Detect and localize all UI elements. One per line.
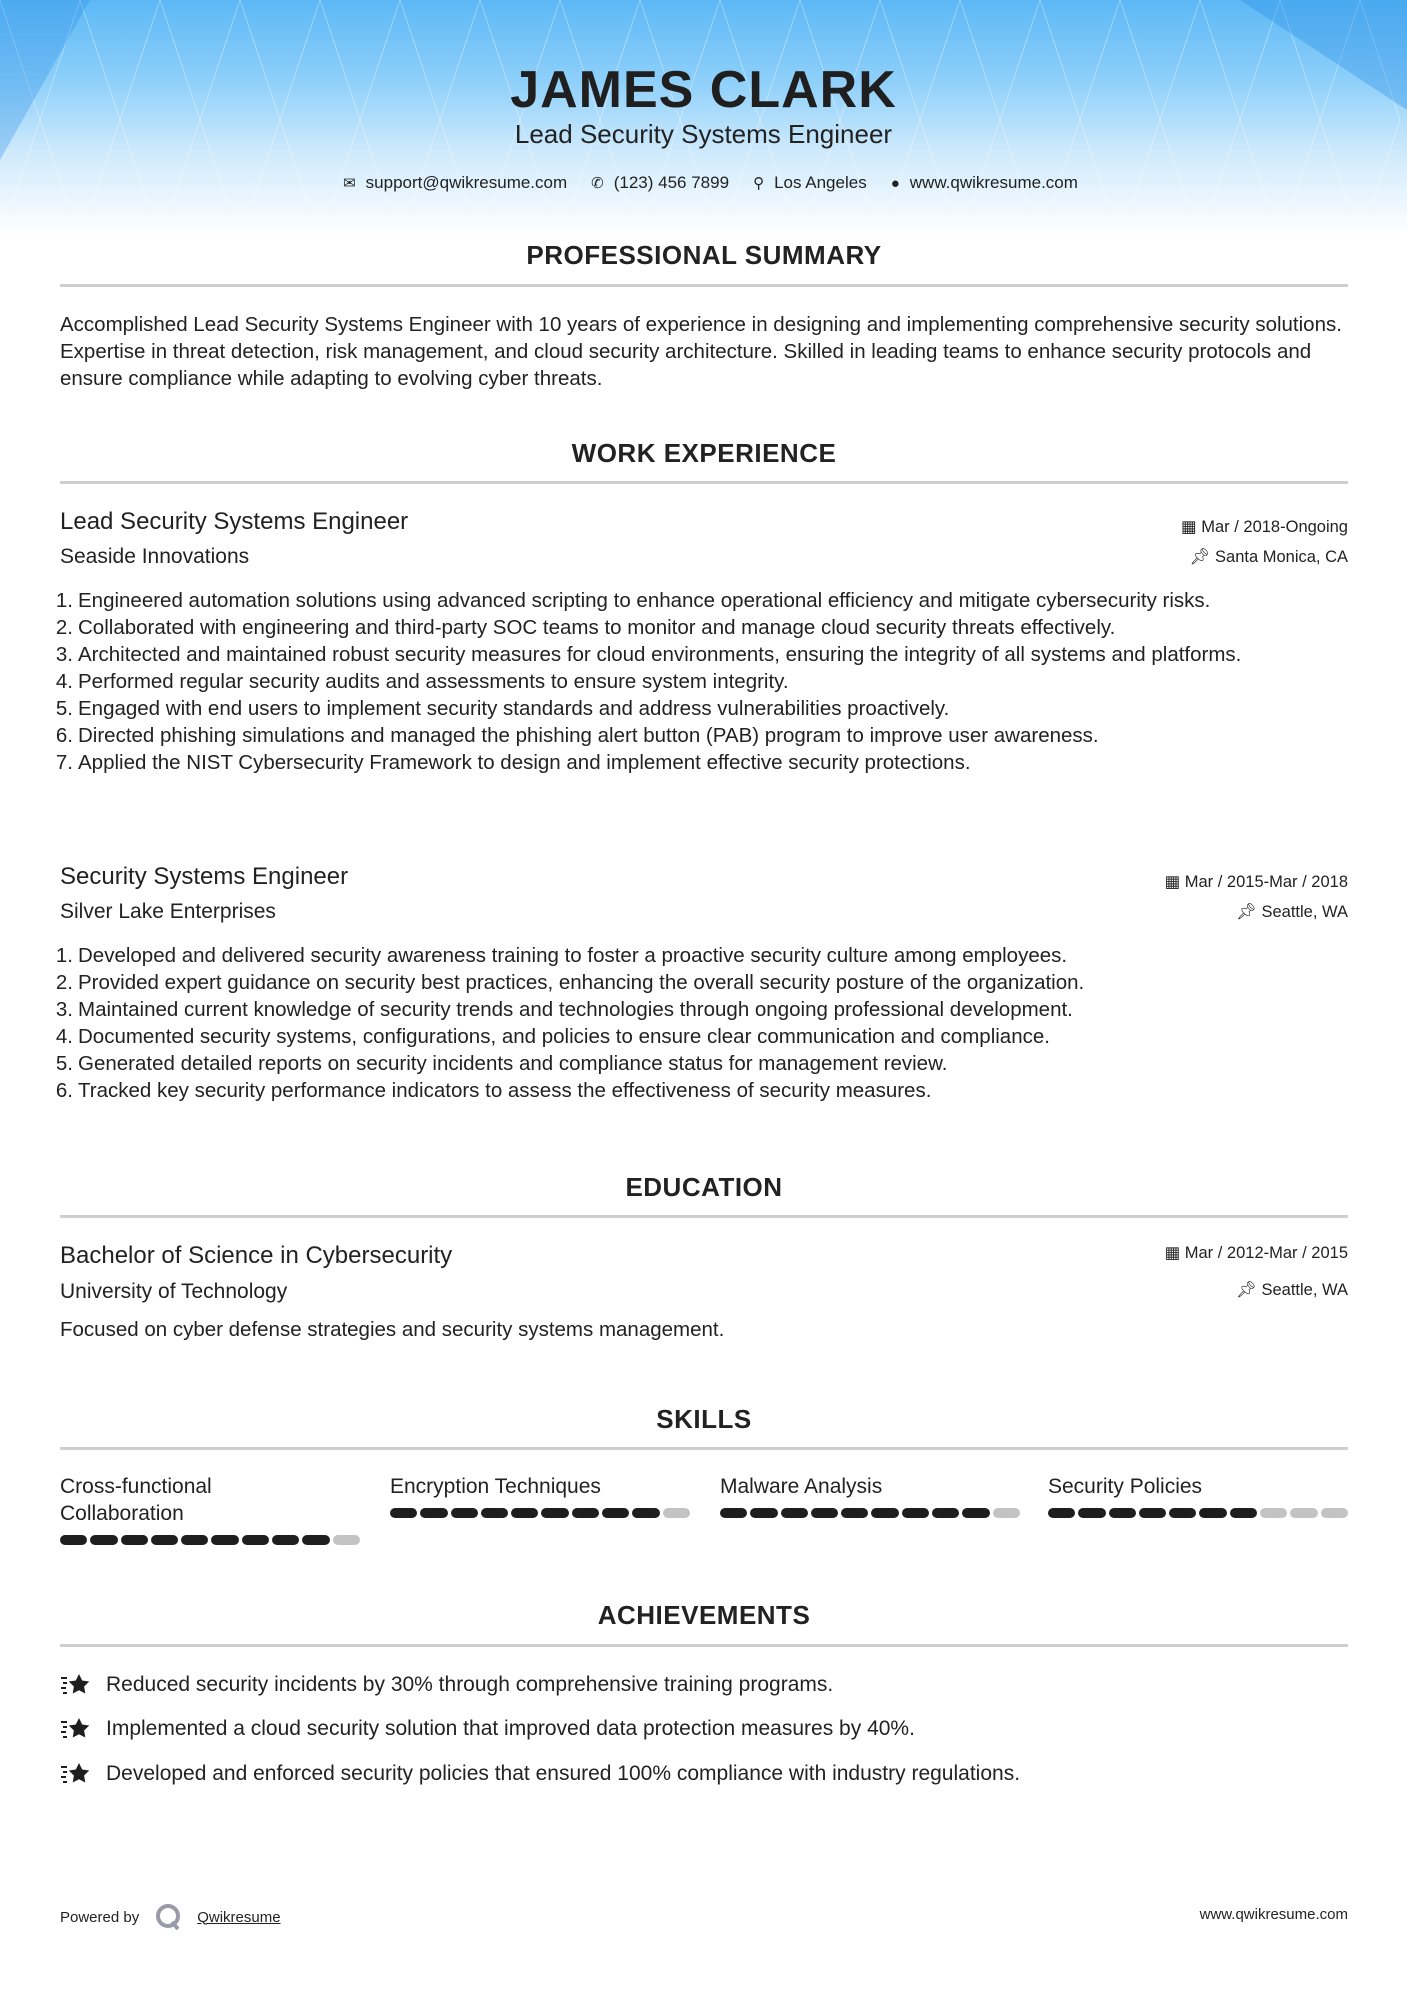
job-dates (1181, 517, 1348, 537)
skill-segment-filled (572, 1508, 599, 1518)
skill-segment-filled (1199, 1508, 1226, 1518)
job-location-text: Seattle, WA (1261, 903, 1348, 921)
skill-name: Encryption Techniques (390, 1475, 601, 1498)
skill-segment-filled (962, 1508, 989, 1518)
contact-phone: (123) 456 7899 (613, 173, 730, 192)
skill-item (720, 1473, 1020, 1518)
list-item: 6. Tracked key security performance indicators to assess the effectiveness of security measures. (55, 1079, 932, 1102)
job-bullets (52, 587, 1352, 776)
skill-segment-filled (272, 1535, 299, 1545)
summary-text: Accomplished Lead Security Systems Engineer with 10 years of experience in designing and implementing comprehensive security solutions. Expertise in threat detection, risk management, and cloud security architecture. Skilled in leading teams to enhance security protocols and ensure compliance while adapting to evolving cyber threats. (60, 313, 1342, 390)
section-heading-achievements: ACHIEVEMENTS (597, 1600, 811, 1630)
skill-segment-filled (1139, 1508, 1166, 1518)
contact-location: Los Angeles (774, 173, 867, 192)
achievement-text: Developed and enforced security policies that ensured 100% compliance with industry regulations. (106, 1762, 1021, 1785)
skill-level-bar (1048, 1508, 1348, 1518)
skill-segment-empty (1290, 1508, 1317, 1518)
section-heading-skills: SKILLS (656, 1404, 752, 1434)
skill-segment-filled (60, 1535, 87, 1545)
job-location-text: Santa Monica, CA (1215, 548, 1348, 566)
contact-website[interactable]: www.qwikresume.com (909, 173, 1078, 192)
list-item: 5. Generated detailed reports on security incidents and compliance status for management review. (55, 1052, 948, 1075)
divider (60, 481, 1348, 484)
skill-segment-filled (211, 1535, 238, 1545)
skill-segment-filled (781, 1508, 808, 1518)
list-item: 2. Collaborated with engineering and third-party SOC teams to monitor and manage cloud security threats effectively. (55, 616, 1116, 639)
skill-segment-filled (720, 1508, 747, 1518)
calendar-icon: ▦ (1181, 518, 1202, 536)
list-item: 4. Performed regular security audits and assessments to ensure system integrity. (55, 670, 789, 693)
job-bullets (52, 942, 1352, 1104)
skill-segment-filled (632, 1508, 659, 1518)
job-dates-text: Mar / 2015-Mar / 2018 (1184, 873, 1348, 891)
skill-segment-filled (420, 1508, 447, 1518)
skill-level-bar (720, 1508, 1020, 1518)
contact-email[interactable]: support@qwikresume.com (365, 173, 568, 192)
skill-segment-filled (181, 1535, 208, 1545)
section-heading-summary: PROFESSIONAL SUMMARY (526, 240, 882, 270)
qwikresume-logo-icon (153, 1902, 183, 1932)
skill-segment-filled (750, 1508, 777, 1518)
skill-item (60, 1473, 360, 1545)
skill-segment-filled (451, 1508, 478, 1518)
list-item: 6. Directed phishing simulations and managed the phishing alert button (PAB) program to improve user awareness. (55, 724, 1099, 747)
pin-icon: 📌︎ (1189, 548, 1216, 566)
achievement-text: Implemented a cloud security solution that improved data protection measures by 40%. (106, 1717, 915, 1740)
skill-segment-filled (1078, 1508, 1105, 1518)
footer-powered (60, 1902, 281, 1932)
pin-icon: 📌︎ (1235, 1281, 1262, 1299)
skill-segment-empty (993, 1508, 1020, 1518)
skill-segment-filled (121, 1535, 148, 1545)
skill-name: Cross-functional Collaboration (60, 1475, 212, 1525)
skill-segment-filled (151, 1535, 178, 1545)
list-item: 2. Provided expert guidance on security best practices, enhancing the overall security posture of the organization. (55, 971, 1085, 994)
list-item: 1. Engineered automation solutions using advanced scripting to enhance operational efficiency and mitigate cybersecurity risks. (55, 589, 1211, 612)
job-company: Silver Lake Enterprises (60, 900, 276, 923)
skill-name: Malware Analysis (720, 1475, 883, 1498)
skill-segment-filled (302, 1535, 329, 1545)
degree: Bachelor of Science in Cybersecurity (60, 1242, 453, 1269)
school: University of Technology (60, 1280, 288, 1303)
education-location-text: Seattle, WA (1261, 1281, 1348, 1299)
candidate-title: Lead Security Systems Engineer (514, 119, 893, 149)
skill-segment-filled (1230, 1508, 1257, 1518)
skill-level-bar (390, 1508, 690, 1518)
achievement-item (60, 1672, 833, 1698)
skill-segment-filled (90, 1535, 117, 1545)
candidate-name: JAMES CLARK (510, 61, 897, 119)
education-dates (1165, 1243, 1348, 1263)
star-icon (60, 1761, 92, 1787)
skill-item (1048, 1473, 1348, 1518)
skill-segment-filled (932, 1508, 959, 1518)
skill-segment-filled (811, 1508, 838, 1518)
job-company: Seaside Innovations (60, 545, 250, 568)
divider (60, 1215, 1348, 1218)
skill-segment-filled (481, 1508, 508, 1518)
skill-segment-filled (1169, 1508, 1196, 1518)
skill-segment-filled (871, 1508, 898, 1518)
star-icon (60, 1672, 92, 1698)
list-item: 1. Developed and delivered security awareness training to foster a proactive security culture among employees. (55, 944, 1068, 967)
list-item: 3. Architected and maintained robust security measures for cloud environments, ensuring the integrity of all systems and platforms. (55, 643, 1242, 666)
skill-segment-empty (663, 1508, 690, 1518)
calendar-icon: ▦ (1164, 873, 1185, 891)
section-heading-education: EDUCATION (625, 1172, 783, 1202)
skill-segment-filled (602, 1508, 629, 1518)
skill-segment-filled (511, 1508, 538, 1518)
divider (60, 1447, 1348, 1450)
phone-icon: ✆ (591, 175, 604, 192)
skill-name: Security Policies (1048, 1475, 1203, 1498)
skill-segment-filled (1109, 1508, 1136, 1518)
list-item: 7. Applied the NIST Cybersecurity Framework to design and implement effective security protections. (55, 751, 971, 774)
divider (60, 1644, 1348, 1647)
divider (60, 284, 1348, 287)
qwikresume-link[interactable]: Qwikresume (197, 1908, 281, 1926)
job-location (1189, 548, 1348, 567)
education-description: Focused on cyber defense strategies and security systems management. (60, 1318, 725, 1341)
powered-by-label: Powered by (60, 1908, 140, 1926)
job-title: Security Systems Engineer (60, 863, 349, 890)
skill-segment-filled (242, 1535, 269, 1545)
contact-bar (0, 173, 1407, 193)
achievement-item (60, 1761, 1020, 1787)
education-dates-text: Mar / 2012-Mar / 2015 (1184, 1244, 1348, 1262)
calendar-icon: ▦ (1164, 1244, 1185, 1262)
section-heading-experience: WORK EXPERIENCE (571, 438, 837, 468)
job-title: Lead Security Systems Engineer (60, 508, 409, 535)
skill-item (390, 1473, 690, 1518)
list-item: 5. Engaged with end users to implement security standards and address vulnerabilities proactively. (55, 697, 950, 720)
skill-segment-filled (902, 1508, 929, 1518)
skill-segment-filled (390, 1508, 417, 1518)
job-dates (1165, 872, 1348, 892)
achievement-text: Reduced security incidents by 30% through comprehensive training programs. (106, 1673, 834, 1696)
star-icon (60, 1716, 92, 1742)
globe-icon: ● (890, 174, 900, 192)
education-location (1236, 1281, 1348, 1300)
achievement-item (60, 1716, 915, 1742)
job-dates-text: Mar / 2018-Ongoing (1201, 518, 1348, 536)
skill-segment-filled (541, 1508, 568, 1518)
envelope-icon: ✉ (343, 175, 356, 192)
skill-segment-filled (841, 1508, 868, 1518)
skill-segment-filled (1048, 1508, 1075, 1518)
skill-segment-empty (333, 1535, 360, 1545)
job-location (1236, 903, 1348, 922)
pin-icon: 📌︎ (1235, 903, 1262, 921)
map-marker-icon: ⚲ (753, 175, 765, 192)
skill-level-bar (60, 1535, 360, 1545)
list-item: 4. Documented security systems, configurations, and policies to ensure clear communication and compliance. (55, 1025, 1050, 1048)
footer-website[interactable]: www.qwikresume.com (1199, 1906, 1348, 1923)
skill-segment-empty (1260, 1508, 1287, 1518)
skill-segment-empty (1321, 1508, 1348, 1518)
list-item: 3. Maintained current knowledge of security trends and technologies through ongoing professional development. (55, 998, 1073, 1021)
